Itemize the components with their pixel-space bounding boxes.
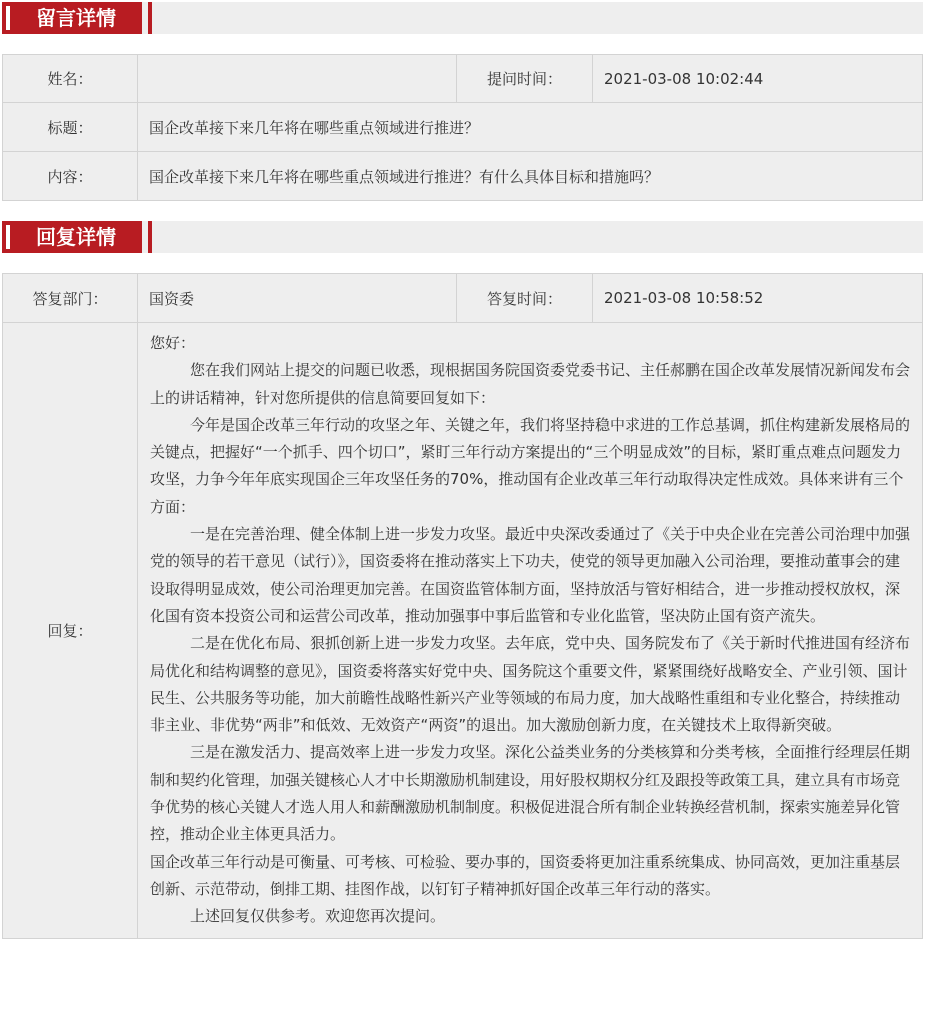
reply-section-title: 回复详情 xyxy=(2,221,142,253)
subject-value: 国企改革接下来几年将在哪些重点领域进行推进？ xyxy=(138,103,923,152)
reply-details-table xyxy=(2,273,923,939)
reply-paragraph: 今年是国企改革三年行动的攻坚之年、关键之年，我们将坚持稳中求进的工作总基调，抓住构建新发展格局的关键点，把握好“一个抓手、四个切口”，紧盯三年行动方案提出的“三个明显成效”的目标，紧盯重点难点问题发力攻坚，力争今年年底实现国企三年攻坚任务的70%，推动国有企业改革三年行动取得决定性成效。具体来讲有三个方面： xyxy=(150,415,911,516)
reply-row-dept xyxy=(3,274,923,323)
reply-time-value: 2021-03-08 10:58:52 xyxy=(593,274,923,323)
reply-paragraph: 三是在激发活力、提高效率上进一步发力攻坚。深化公益类业务的分类核算和分类考核，全面推行经理层任期制和契约化管理，加强关键核心人才中长期激励机制建设，用好股权期权分红及跟投等政策工具，建立具有市场竞争优势的核心关键人才选人用人和薪酬激励机制制度。积极促进混合所有制企业转换经营机制，探索实施差异化管控，推动企业主体更具活力。 xyxy=(150,743,911,844)
reply-dept-label: 答复部门： xyxy=(3,274,138,323)
reply-body xyxy=(138,323,923,939)
reply-label: 回复： xyxy=(3,323,138,939)
reply-section-header xyxy=(2,221,923,253)
reply-closing: 上述回复仅供参考。欢迎您再次提问。 xyxy=(190,907,446,926)
name-value xyxy=(138,55,457,103)
message-row-name xyxy=(3,55,923,103)
message-row-content xyxy=(3,152,923,201)
reply-greeting: 您好： xyxy=(150,334,196,352)
reply-time-label: 答复时间： xyxy=(457,274,593,323)
reply-paragraph: 您在我们网站上提交的问题已收悉，现根据国务院国资委党委书记、主任郝鹏在国企改革发展情况新闻发布会上的讲话精神，针对您所提供的信息简要回复如下： xyxy=(150,361,911,407)
reply-dept-value: 国资委 xyxy=(138,274,457,323)
ask-time-label: 提问时间： xyxy=(457,55,593,103)
content-value: 国企改革接下来几年将在哪些重点领域进行推进？有什么具体目标和措施吗？ xyxy=(138,152,923,201)
message-row-subject xyxy=(3,103,923,152)
name-label: 姓名： xyxy=(3,55,138,103)
reply-row-body xyxy=(3,323,923,939)
reply-paragraph: 国企改革三年行动是可衡量、可考核、可检验、要办事的，国资委将更加注重系统集成、协同高效，更加注重基层创新、示范带动，倒排工期、挂图作战，以钉钉子精神抓好国企改革三年行动的落实。 xyxy=(150,852,901,898)
reply-paragraph: 一是在完善治理、健全体制上进一步发力攻坚。最近中央深改委通过了《关于中央企业在完善公司治理中加强党的领导的若干意见（试行）》，国资委将在推动落实上下功夫，使党的领导更加融入公司治理，要推动董事会的建设取得明显成效，使公司治理更加完善。在国资监管体制方面，坚持放活与管好相结合，进一步推动授权放权，深化国有资本投资公司和运营公司改革，推动加强事中事后监管和专业化监管，坚决防止国有资产流失。 xyxy=(150,525,911,625)
subject-label: 标题： xyxy=(3,103,138,152)
content-label: 内容： xyxy=(3,152,138,201)
reply-paragraph: 二是在优化布局、狠抓创新上进一步发力攻坚。去年底，党中央、国务院发布了《关于新时代推进国有经济布局优化和结构调整的意见》，国资委将落实好党中央、国务院这个重要文件，紧紧围绕好战略安全、产业引领、国计民生、公共服务等功能，加大前瞻性战略性新兴产业等领域的布局力度，加大战略性重组和专业化整合，持续推动非主业、非优势“两非”和低效、无效资产“两资”的退出。加大激励创新力度，在关键技术上取得新突破。 xyxy=(150,634,911,735)
message-section-header xyxy=(2,2,923,34)
message-section-title: 留言详情 xyxy=(2,2,142,34)
message-details-table xyxy=(2,54,923,201)
ask-time-value: 2021-03-08 10:02:44 xyxy=(593,55,923,103)
